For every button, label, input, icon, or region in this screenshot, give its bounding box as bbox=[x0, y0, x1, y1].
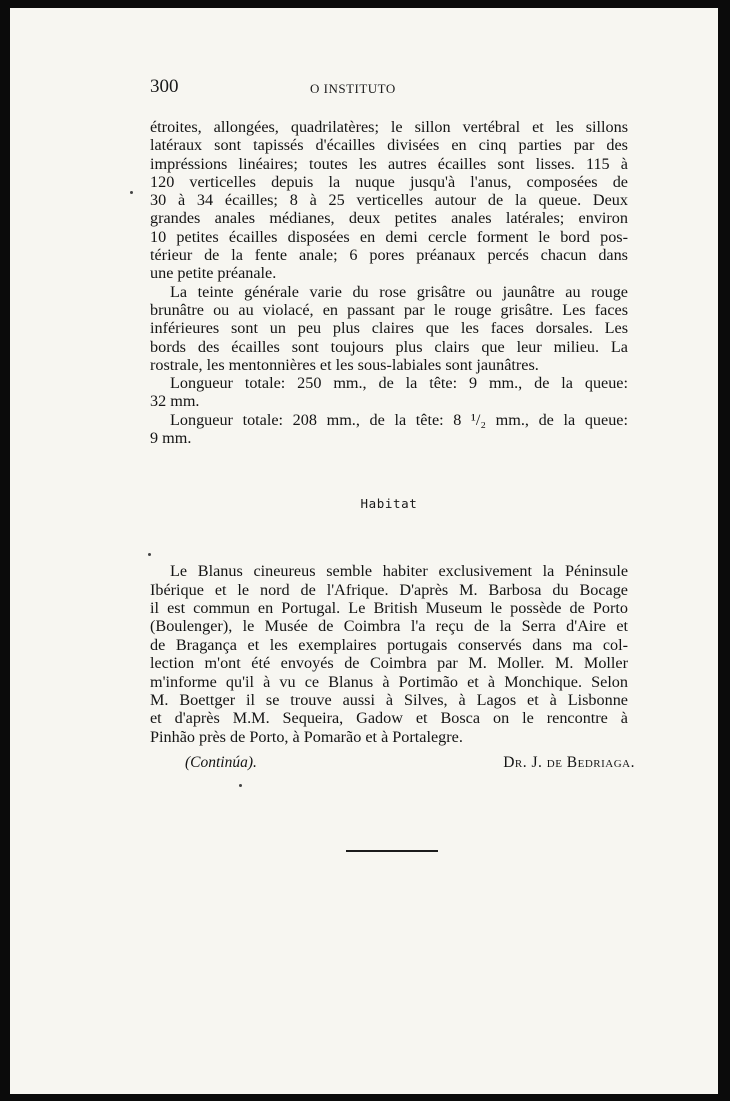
text-line: il est commun en Portugal. Le British Museum le possède de Porto bbox=[150, 599, 628, 617]
print-speck bbox=[130, 191, 133, 194]
text-line: brunâtre ou au violacé, en passant par le rouge grisâtre. Les faces bbox=[150, 300, 628, 319]
text-line: 32 mm. bbox=[150, 392, 200, 411]
continued-note: (Continúa). bbox=[185, 754, 257, 771]
text-line: 30 à 34 écailles; 8 à 25 verticelles autour de la queue. Deux bbox=[150, 191, 628, 210]
paragraph-2 bbox=[150, 283, 628, 374]
text-line: inférieures sont un peu plus claires que les faces dorsales. Les bbox=[150, 319, 628, 338]
text-line: une petite préanale. bbox=[150, 264, 277, 283]
habitat-paragraph bbox=[150, 562, 628, 746]
text-line: Ibérique et le nord de l'Afrique. D'après M. Barbosa du Bocage bbox=[150, 580, 628, 599]
text-line: latéraux sont tapissés d'écailles divisées en cinq parties par des bbox=[150, 136, 628, 155]
print-speck bbox=[148, 553, 151, 556]
measurement-2 bbox=[150, 411, 628, 448]
text-line: grandes anales médianes, deux petites anales latérales; environ bbox=[150, 209, 628, 228]
text-line: térieur de la fente anale; 6 pores préanaux percés chacun dans bbox=[150, 246, 628, 265]
text-line: rostrale, les mentonnières et les sous-labiales sont jaunâtres. bbox=[150, 355, 539, 374]
text-line: et d'après M.M. Sequeira, Gadow et Bosca on le rencontre à bbox=[150, 709, 628, 728]
page-number: 300 bbox=[150, 76, 179, 97]
text-line: 120 verticelles depuis la nuque jusqu'à l'anus, composées de bbox=[150, 172, 628, 191]
text-line: M. Boettger il se trouve aussi à Silves, à Lagos et à Lisbonne bbox=[150, 691, 628, 710]
text-line: m'informe qu'il à vu ce Blanus à Portimão et à Monchique. Selon bbox=[150, 672, 628, 691]
measurement-1 bbox=[150, 374, 628, 411]
page-header bbox=[150, 76, 630, 100]
text-line: La teinte générale varie du rose grisâtre ou jaunâtre au rouge bbox=[170, 282, 628, 301]
paragraph-1 bbox=[150, 118, 628, 283]
text-line: de Bragança et les exemplaires portugais conservés dans ma col- bbox=[150, 635, 628, 654]
text-line: Longueur totale: 250 mm., de la tête: 9 mm., de la queue: bbox=[170, 374, 628, 393]
signature-row bbox=[175, 754, 635, 776]
text-line: bords des écailles sont toujours plus clairs que leur milieu. La bbox=[150, 337, 628, 356]
text-line: (Boulenger), le Musée de Coimbra l'a reçu de la Serra d'Aire et bbox=[150, 617, 628, 636]
text-line: Le Blanus cineureus semble habiter exclusivement la Péninsule bbox=[170, 562, 628, 581]
text-line: impréssions linéaires; toutes les autres écailles sont lisses. 115 à bbox=[150, 154, 628, 173]
running-head: O INSTITUTO bbox=[310, 81, 396, 96]
text-line: étroites, allongées, quadrilatères; le sillon vertébral et les sillons bbox=[150, 118, 628, 136]
section-heading-habitat: Habitat bbox=[360, 496, 418, 511]
print-speck bbox=[239, 784, 242, 787]
text-line: Longueur totale: 208 mm., de la tête: 8 ¹/₂ mm., de la queue: bbox=[170, 410, 628, 429]
text-line: lection m'ont été envoyés de Coimbra par M. Moller. M. Moller bbox=[150, 654, 628, 673]
main-text bbox=[150, 118, 628, 447]
document-page bbox=[10, 8, 718, 1094]
text-line: 10 petites écailles disposées en demi cercle forment le bord pos- bbox=[150, 227, 628, 246]
author-signature: Dr. J. de Bedriaga. bbox=[503, 754, 635, 771]
closing-rule bbox=[346, 850, 438, 852]
text-line: Pinhão près de Porto, à Pomarão et à Portalegre. bbox=[150, 727, 463, 746]
text-line: 9 mm. bbox=[150, 429, 192, 448]
habitat-text bbox=[150, 546, 628, 762]
